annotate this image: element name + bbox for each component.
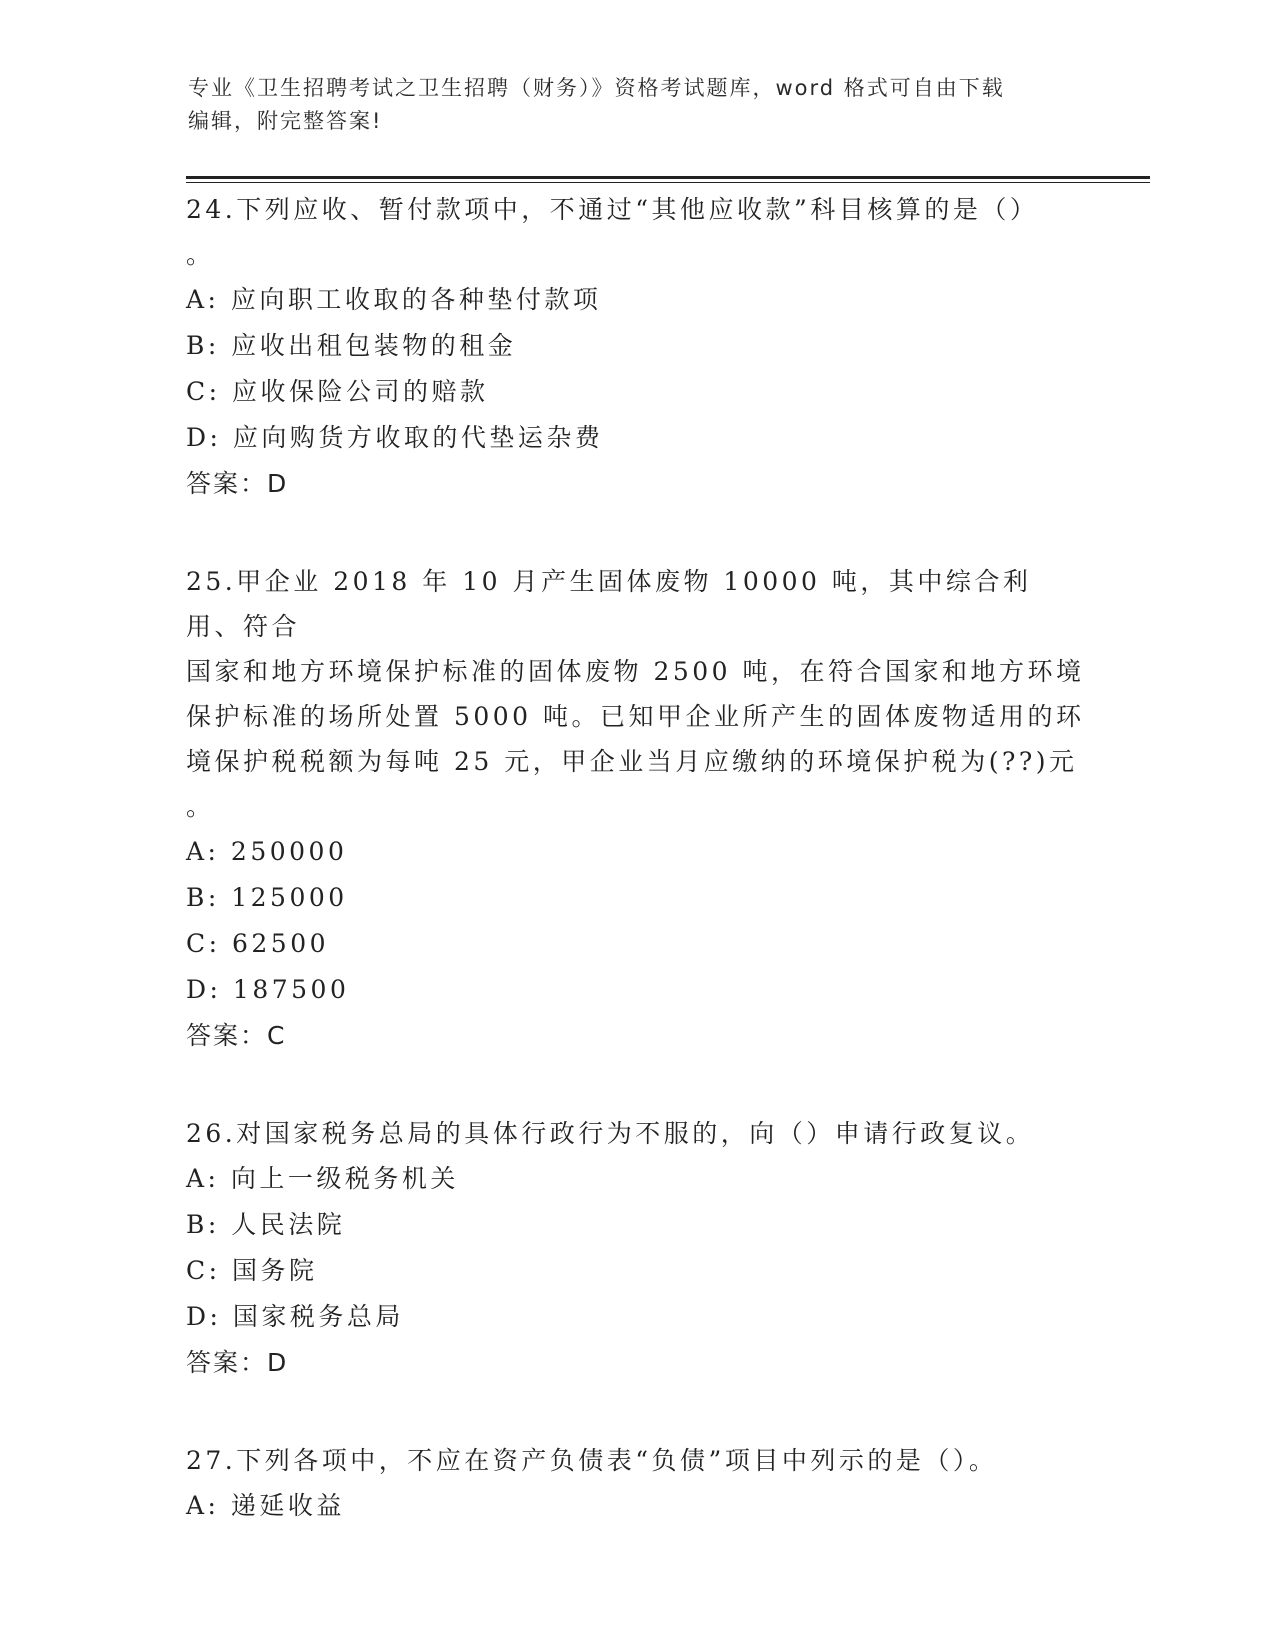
option-d: D: 187500 <box>186 975 350 1004</box>
option-c: C: 应收保险公司的赔款 <box>186 377 489 406</box>
header-divider-thick <box>186 176 1150 179</box>
option-d: D: 应向购货方收取的代垫运杂费 <box>186 423 604 452</box>
option-b: B: 125000 <box>186 883 348 912</box>
question-26 <box>186 1111 1086 1386</box>
answer-line: 答案：D <box>186 469 289 498</box>
option-b: B: 人民法院 <box>186 1210 346 1239</box>
question-text-line: 27.下列各项中，不应在资产负债表“负债”项目中列示的是（）。 <box>186 1446 998 1475</box>
question-text-line: 境保护税税额为每吨 25 元，甲企业当月应缴纳的环境保护税为(??)元 <box>186 747 1078 776</box>
answer-line: 答案：D <box>186 1348 289 1377</box>
question-text-line: 。 <box>186 792 215 821</box>
option-d: D: 国家税务总局 <box>186 1302 404 1331</box>
header-line-1: 专业《卫生招聘考试之卫生招聘（财务）》资格考试题库，word 格式可自由下载 <box>188 76 1005 100</box>
header-line-2: 编辑，附完整答案! <box>188 109 383 133</box>
option-c: C: 国务院 <box>186 1256 318 1285</box>
answer-line: 答案：C <box>186 1021 287 1050</box>
question-list <box>186 187 1086 1581</box>
option-a: A: 向上一级税务机关 <box>186 1164 459 1193</box>
question-text-line: 国家和地方环境保护标准的固体废物 2500 吨，在符合国家和地方环境 <box>186 657 1085 686</box>
question-text-line: 保护标准的场所处置 5000 吨。已知甲企业所产生的固体废物适用的环 <box>186 702 1085 731</box>
question-25 <box>186 559 1086 1059</box>
option-c: C: 62500 <box>186 929 330 958</box>
question-text-line: 24.下列应收、暂付款项中，不通过“其他应收款”科目核算的是（） <box>186 195 1039 224</box>
question-27 <box>186 1438 1086 1529</box>
question-text-line: 。 <box>186 240 215 269</box>
document-header <box>188 72 1068 138</box>
question-text-line: 26.对国家税务总局的具体行政行为不服的，向（）申请行政复议。 <box>186 1119 1035 1148</box>
option-a: A: 250000 <box>186 837 348 866</box>
option-a: A: 应向职工收取的各种垫付款项 <box>186 285 602 314</box>
question-text-line: 25.甲企业 2018 年 10 月产生固体废物 10000 吨，其中综合利用、符合 <box>186 567 1032 641</box>
option-a: A: 递延收益 <box>186 1491 345 1520</box>
question-24 <box>186 187 1086 507</box>
header-divider-thin <box>186 182 1150 183</box>
option-b: B: 应收出租包装物的租金 <box>186 331 517 360</box>
